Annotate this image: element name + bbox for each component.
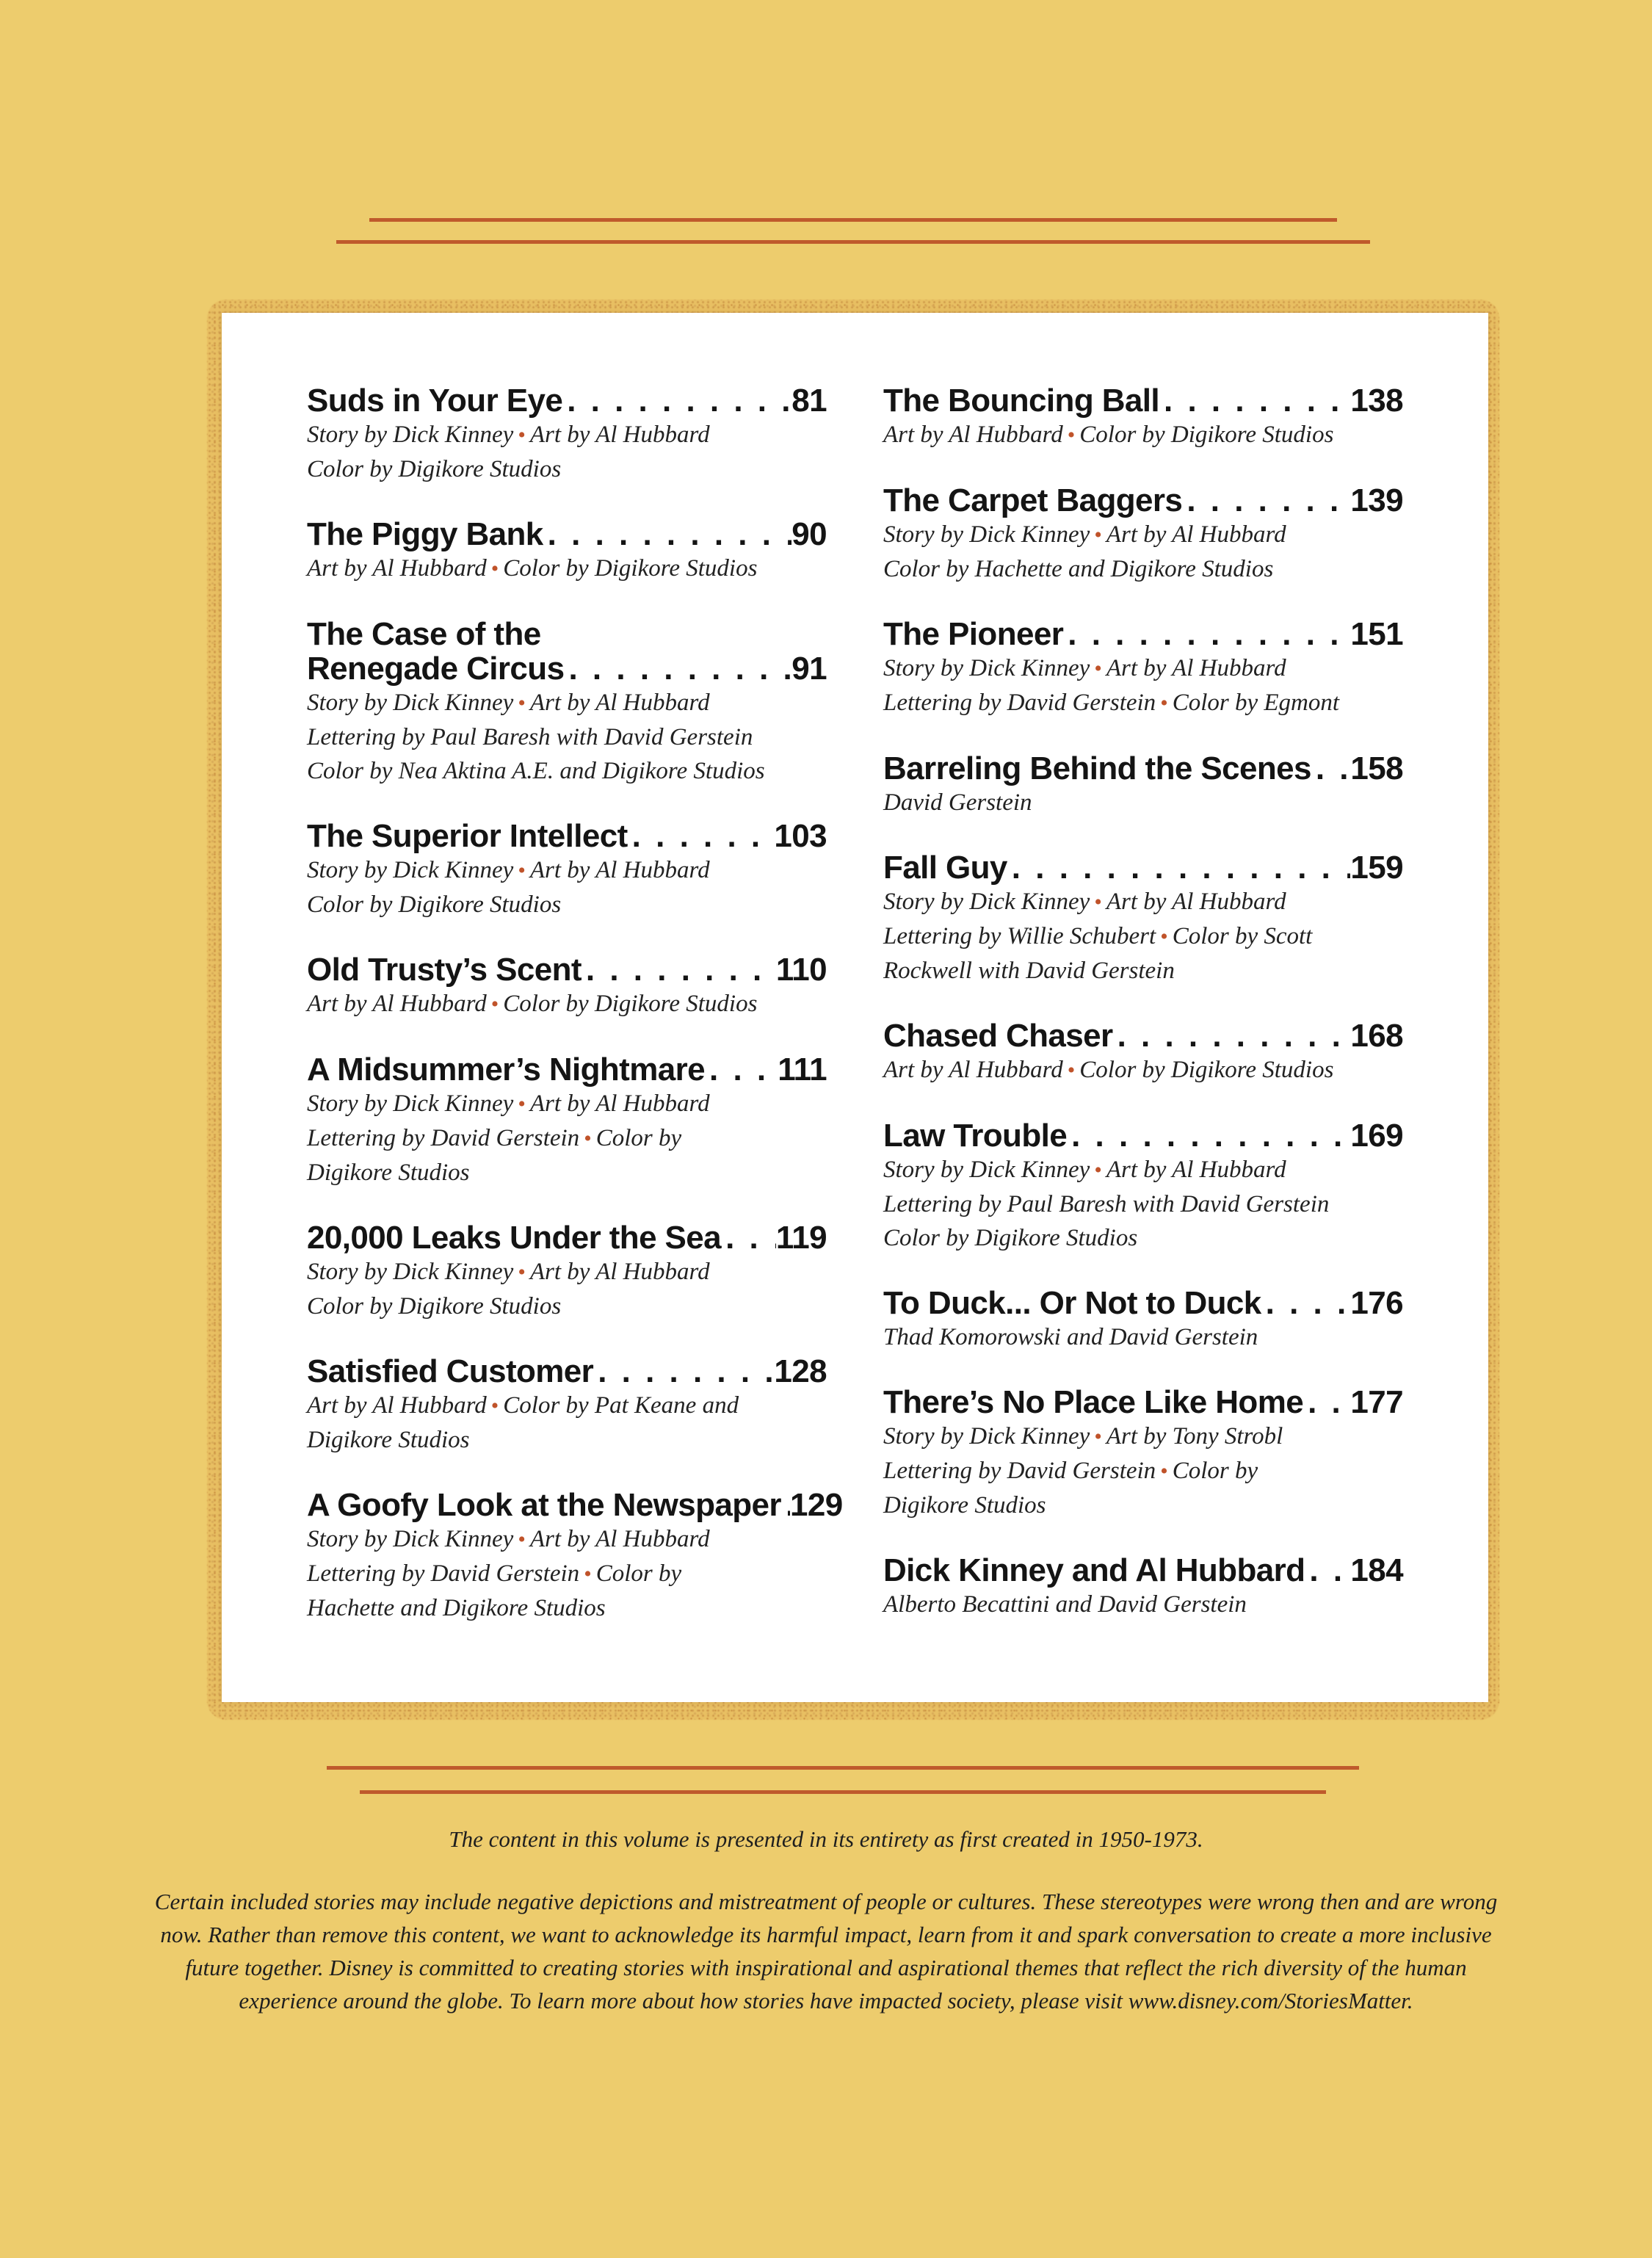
toc-entry [307,517,827,586]
toc-entry-title-row [307,1220,827,1255]
credit-text: Color by Digikore Studios [307,456,562,482]
dot-leader [1182,483,1350,518]
toc-entry-page-number: 168 [1350,1018,1403,1054]
toc-entry-title-row [307,819,827,853]
credit-text: David Gerstein [883,789,1032,816]
credit-text: Color by [1172,1458,1258,1484]
toc-entry-title-line: The Case of the [307,616,541,652]
credit-text: Art by Al Hubbard [883,421,1063,448]
contents-card [222,313,1488,1702]
credit-text: Lettering by Paul Baresh with David Gerstein [883,1191,1330,1217]
toc-entry [883,1018,1403,1088]
credit-text: Story by Dick Kinney [307,857,514,883]
toc-entry-credit-line [307,1289,827,1323]
credit-text: Color by Digikore Studios [1079,421,1334,448]
toc-entry-title-row [883,617,1403,651]
toc-entry-page-number: 138 [1350,383,1403,419]
credit-text: Story by Dick Kinney [307,1090,514,1117]
credit-text: Color by Digikore Studios [307,1293,562,1320]
dot-leader [1261,1286,1351,1320]
toc-entry-credit-line [307,1389,827,1423]
stories-matter-disclaimer: Certain included stories may include negative depictions and mistreatment of people or cultures. These stereotypes were wrong then and are wrong now. Rather than remove this content, we want to acknowledge its harmful impact, learn from it and spark conversation to create a more inclusive future together. Disney is committed to creating stories with inspirational and aspirational themes that reflect the rich diversity of the human experience around the globe. To learn more about how stories have impacted society, please visit www.disney.com/StoriesMatter. [154,1889,1498,2013]
toc-entry-credit-line [307,551,827,586]
toc-entry-title: The Superior Intellect [307,818,628,854]
toc-entry-page-number: 158 [1350,750,1403,786]
dot-leader [1159,383,1350,418]
credit-text: Color by Pat Keane and [503,1392,739,1419]
credit-text: Story by Dick Kinney [883,521,1090,548]
toc-entry-title: The Pioneer [883,616,1064,652]
toc-entry-credit-line [307,754,827,788]
toc-entry-credit-line [307,1591,827,1625]
toc-entry-credit-line [307,1557,827,1591]
toc-entry-credit-line [883,1588,1403,1621]
toc-entry-credit-line [307,1423,827,1457]
toc-entry-title-row [307,651,827,686]
toc-entry-page-number: 176 [1350,1285,1403,1321]
dot-leader [705,1052,778,1087]
bullet-separator-icon: • [1160,924,1168,949]
bullet-separator-icon: • [490,557,499,581]
toc-entry-credit-line [883,1488,1403,1522]
bullet-separator-icon: • [1160,691,1168,715]
bottom-rule-lower [360,1790,1326,1794]
bottom-rule-upper [327,1766,1359,1770]
toc-entry-page-number: 91 [791,651,827,687]
toc-entry-credit-line [307,987,827,1021]
credit-text: Art by Al Hubbard [529,1259,710,1285]
credit-text: Color by Nea Aktina A.E. and Digikore Studios [307,758,765,784]
credit-text: Story by Dick Kinney [883,889,1090,915]
toc-entry [883,751,1403,819]
dot-leader [1113,1018,1351,1053]
toc-entry [883,383,1403,452]
bullet-separator-icon: • [490,1394,499,1418]
toc-entry-title: A Midsummer’s Nightmare [307,1052,706,1088]
toc-entry-credit-line [307,1522,827,1557]
credit-text: Digikore Studios [307,1427,470,1453]
credit-text: Lettering by David Gerstein [307,1560,580,1587]
dot-leader [1007,850,1351,885]
toc-entry-page-number: 159 [1350,850,1403,886]
toc-entry-credit-line [883,1221,1403,1255]
bullet-separator-icon: • [1067,1058,1076,1082]
dot-leader [562,383,791,418]
toc-entry-title: Barreling Behind the Scenes [883,750,1311,786]
toc-entry-title: The Bouncing Ball [883,383,1160,419]
toc-entry-credit-line [883,518,1403,552]
credit-text: Story by Dick Kinney [883,1157,1090,1183]
toc-entry-title: There’s No Place Like Home [883,1384,1304,1420]
bullet-separator-icon: • [518,1260,526,1284]
dot-leader [1067,1118,1350,1153]
toc-entry-title: The Carpet Baggers [883,482,1183,518]
toc-entry-page-number: 111 [778,1052,827,1088]
toc-entry-title-row [883,850,1403,885]
toc-entry-page-number: 139 [1350,482,1403,518]
toc-entry-page-number: 129 [789,1487,843,1523]
toc-entry-credit-line [883,919,1403,954]
credit-text: Art by Al Hubbard [307,991,487,1017]
toc-entry-page-number: 110 [775,952,827,988]
credit-text: Lettering by Willie Schubert [883,923,1156,949]
toc-entry-credit-line [307,686,827,720]
toc-entry [883,617,1403,720]
contents-column-left [307,383,843,1656]
toc-entry-title-row [307,952,827,987]
toc-entry-title-row [307,1354,827,1389]
dot-leader [628,819,775,853]
toc-entry-page-number: 177 [1350,1384,1403,1420]
credit-text: Color by Egmont [1172,690,1340,716]
toc-entry-title-row [883,383,1403,418]
credit-text: Color by [595,1125,682,1151]
credit-text: Art by Al Hubbard [529,857,710,883]
credit-text: Art by Al Hubbard [1106,655,1286,681]
top-rule-lower [336,240,1370,244]
toc-entry [883,483,1403,586]
bullet-separator-icon: • [518,858,526,883]
bullet-separator-icon: • [518,1527,526,1552]
toc-entry-title: Renegade Circus [307,651,565,687]
credit-text: Digikore Studios [307,1159,470,1186]
toc-entry [883,850,1403,988]
credit-text: Alberto Becattini and David Gerstein [883,1591,1247,1618]
toc-entry-title-row [883,1118,1403,1153]
toc-entry-credit-line [307,1121,827,1156]
credit-text: Story by Dick Kinney [307,1526,514,1552]
credit-text: Art by Al Hubbard [1106,889,1286,915]
dot-leader [564,651,791,686]
dot-leader [543,517,792,551]
credit-text: Art by Al Hubbard [307,555,487,582]
dot-leader [721,1220,776,1255]
toc-entry-credit-line [307,1255,827,1289]
credit-text: Lettering by David Gerstein [883,690,1156,716]
bullet-separator-icon: • [1094,890,1102,914]
toc-entry-credit-line [883,1153,1403,1187]
credit-text: Color by Digikore Studios [307,891,562,918]
credit-text: Art by Al Hubbard [529,421,710,448]
bullet-separator-icon: • [1094,1158,1102,1182]
toc-entry-title-row [883,1553,1403,1588]
toc-entry-title-row [883,483,1403,518]
toc-entry-credit-line [307,418,827,452]
toc-entry-credit-line [883,1187,1403,1221]
credit-text: Art by Al Hubbard [1106,1157,1286,1183]
toc-entry-title-row [307,1487,843,1523]
bullet-separator-icon: • [1067,423,1076,447]
toc-entry-credit-line [883,1320,1403,1354]
toc-entry-title: Suds in Your Eye [307,383,563,419]
credit-text: Color by [595,1560,682,1587]
toc-entry [883,1286,1403,1354]
toc-entry-credit-line [307,720,827,754]
top-rule-upper [369,218,1337,222]
credit-text: Color by Digikore Studios [503,555,758,582]
toc-entry-credit-line [883,651,1403,686]
toc-entry-title: A Goofy Look at the Newspaper [307,1487,781,1523]
credit-text: Art by Al Hubbard [883,1057,1063,1083]
credit-text: Story by Dick Kinney [883,1423,1090,1450]
toc-entry [883,1553,1403,1621]
toc-entry-credit-line [883,686,1403,720]
credit-text: Art by Al Hubbard [307,1392,487,1419]
credit-text: Story by Dick Kinney [883,655,1090,681]
bullet-separator-icon: • [1094,656,1102,681]
toc-entry [307,1487,843,1625]
bullet-separator-icon: • [1094,1425,1102,1449]
toc-entry [307,952,827,1021]
toc-entry [307,1354,827,1457]
bullet-separator-icon: • [1160,1459,1168,1483]
credit-text: Art by Tony Strobl [1106,1423,1283,1450]
bullet-separator-icon: • [518,691,526,715]
toc-entry-title-row [883,751,1403,786]
toc-entry-page-number: 151 [1350,616,1403,652]
bullet-separator-icon: • [584,1562,592,1586]
dot-leader [582,952,776,987]
credit-text: Color by Digikore Studios [1079,1057,1334,1083]
toc-entry-credit-line [307,452,827,486]
credit-text: Color by Hachette and Digikore Studios [883,556,1274,582]
bullet-separator-icon: • [518,1092,526,1116]
toc-entry-page-number: 90 [791,516,827,552]
toc-entry-page-number: 119 [775,1220,827,1256]
toc-entry-title-row [883,1286,1403,1320]
credit-text: Thad Komorowski and David Gerstein [883,1324,1258,1350]
toc-entry-title: Old Trusty’s Scent [307,952,582,988]
credit-text: Story by Dick Kinney [307,421,514,448]
toc-entry-title-row [883,1385,1403,1419]
bullet-separator-icon: • [490,992,499,1016]
credit-text: Art by Al Hubbard [529,1090,710,1117]
toc-entry-credit-line [307,888,827,922]
toc-entry-page-number: 128 [774,1353,827,1389]
credit-text: Story by Dick Kinney [307,1259,514,1285]
toc-entry-page-number: 103 [774,818,827,854]
toc-entry-page-number: 81 [791,383,827,419]
toc-entry-credit-line [883,418,1403,452]
toc-entry-title-row [883,1018,1403,1053]
toc-entry-title-row [307,517,827,551]
toc-entry-title: Chased Chaser [883,1018,1113,1054]
dot-leader [1305,1553,1350,1588]
dot-leader [1063,617,1350,651]
bullet-separator-icon: • [584,1126,592,1151]
contents-column-right [883,383,1403,1652]
toc-entry [883,1385,1403,1522]
toc-entry-credit-line [883,1454,1403,1488]
toc-entry-title: Fall Guy [883,850,1007,886]
toc-entry-page-number: 169 [1350,1118,1403,1154]
credit-text: Lettering by David Gerstein [307,1125,580,1151]
toc-entry [307,1220,827,1323]
toc-entry [883,1118,1403,1255]
toc-entry-credit-line [307,1156,827,1190]
content-date-note: The content in this volume is presented in its entirety as first created in 1950-1973. [449,1826,1203,1852]
credit-text: Color by Digikore Studios [503,991,758,1017]
credit-text: Digikore Studios [883,1492,1046,1519]
toc-entry-title: Dick Kinney and Al Hubbard [883,1552,1305,1588]
toc-entry-credit-line [883,954,1403,988]
toc-entry-credit-line [307,853,827,888]
toc-entry-page-number: 184 [1350,1552,1403,1588]
toc-entry-title-row [307,1052,827,1087]
credit-text: Rockwell with David Gerstein [883,958,1175,984]
dot-leader [1303,1385,1350,1419]
credit-text: Story by Dick Kinney [307,690,514,716]
credit-text: Art by Al Hubbard [529,690,710,716]
credit-text: Lettering by Paul Baresh with David Gerstein [307,724,753,750]
toc-entry [307,383,827,486]
credit-text: Color by Scott [1172,923,1313,949]
dot-leader [593,1354,774,1389]
toc-entry-credit-line [307,1087,827,1121]
bullet-separator-icon: • [1094,523,1102,547]
credit-text: Hachette and Digikore Studios [307,1595,606,1621]
toc-entry-credit-line [883,1419,1403,1454]
toc-entry [307,819,827,922]
toc-entry-title: 20,000 Leaks Under the Sea [307,1220,722,1256]
toc-entry-credit-line [883,552,1403,586]
toc-entry-credit-line [883,1053,1403,1088]
toc-entry-credit-line [883,786,1403,819]
toc-entry-title: To Duck... Or Not to Duck [883,1285,1261,1321]
bullet-separator-icon: • [518,423,526,447]
credit-text: Art by Al Hubbard [1106,521,1286,548]
toc-entry-title-row [307,383,827,418]
credit-text: Color by Digikore Studios [883,1225,1138,1251]
toc-entry [307,1052,827,1190]
toc-entry-title: The Piggy Bank [307,516,543,552]
toc-entry-title: Law Trouble [883,1118,1068,1154]
dot-leader [1311,751,1351,786]
toc-entry-credit-line [883,885,1403,919]
credit-text: Art by Al Hubbard [529,1526,710,1552]
credit-text: Lettering by David Gerstein [883,1458,1156,1484]
toc-entry-title: Satisfied Customer [307,1353,594,1389]
toc-entry [307,617,827,788]
dot-leader [781,1488,790,1522]
